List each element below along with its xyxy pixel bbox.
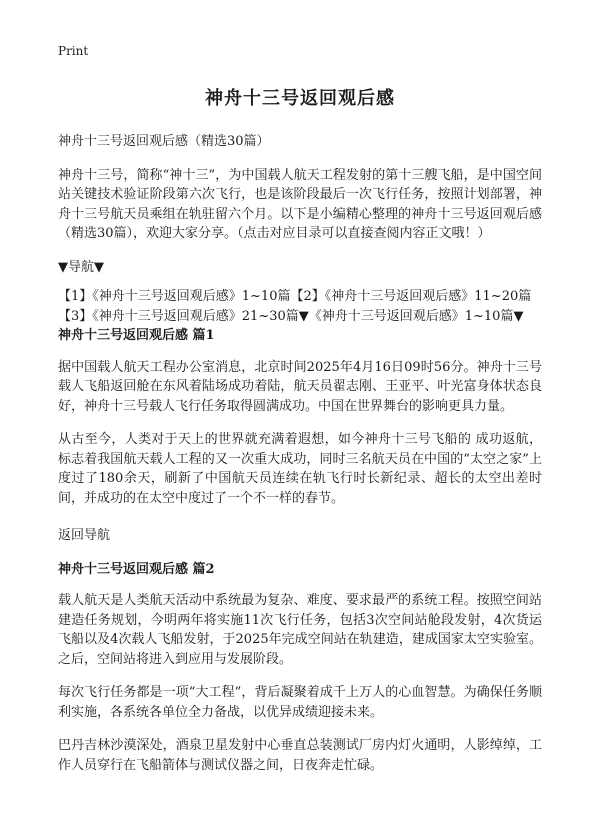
intro-paragraph: 神舟十三号，简称“神十三”，为中国载人航天工程发射的第十三艘飞船，是中国空间站关键技术验证阶段第六次飞行，也是该阶段最后一次飞行任务，按照计划部署，神舟十三号航天员乘组在轨驻留六个月。以下是小编精心整理的神舟十三号返回观后感（精选30篇），欢迎大家分享。（点击对应目录可以直接查阅内容正文哦！） <box>58 167 542 241</box>
nav-link-2[interactable]: 【2】《神舟十三号返回观后感》11~20篇 <box>290 289 532 304</box>
section2-paragraph-3: 巴丹吉林沙漠深处，酒泉卫星发射中心垂直总装测试厂房内灯火通明，人影绰绰，工作人员穿行在飞船箭体与测试仪器之间，日夜奔走忙碌。 <box>58 738 542 773</box>
print-label[interactable]: Print <box>58 44 89 58</box>
page-title: 神舟十三号返回观后感 <box>205 88 395 109</box>
nav-link-1[interactable]: 【1】《神舟十三号返回观后感》1~10篇 <box>58 289 291 304</box>
section1-heading: 神舟十三号返回观后感 篇1 <box>58 328 215 343</box>
subtitle: 神舟十三号返回观后感（精选30篇） <box>58 134 270 149</box>
section1-paragraph-1: 据中国载人航天工程办公室消息，北京时间2025年4月16日09时56分。神舟十三号载人飞船返回舱在东风着陆场成功着陆，航天员翟志刚、王亚平、叶光富身体状态良好，神舟十三号载人飞行任务取得圆满成功。中国在世界舞台的影响更具力量。 <box>58 359 542 414</box>
section2-paragraph-1: 载人航天是人类航天活动中系统最为复杂、难度、要求最严的系统工程。按照空间站建造任务规划，今明两年将实施11次飞行任务，包括3次空间站舱段发射，4次货运飞船以及4次载人飞船发射，于2025年完成空间站在轨建造，建成国家太空实验室。之后，空间站将进入到应用与发展阶段。 <box>58 593 542 667</box>
nav-link-4[interactable]: ▼《神舟十三号返回观后感》1~10篇▼ <box>298 308 524 324</box>
section1-paragraph-2: 从古至今，人类对于天上的世界就充满着遐想，如今神舟十三号飞船的 成功返航，标志着我国航天载人工程的又一次重大成功，同时三名航天员在中国的“太空之家”上度过了180余天，刷新了中国航天员连续在轨飞行时长新纪录、超长的太空出差时间，并成功的在太空中度过了一个不一样的春节。 <box>58 432 542 506</box>
nav-links <box>58 287 542 326</box>
section2-paragraph-2: 每次飞行任务都是一项“大工程”，背后凝聚着成千上万人的心血智慧。为确保任务顺利实施，各系统各单位全力备战，以优异成绩迎接未来。 <box>58 685 542 720</box>
section2-heading: 神舟十三号返回观后感 篇2 <box>58 561 215 577</box>
nav-link-3[interactable]: 【3】《神舟十三号返回观后感》21~30篇 <box>58 308 299 324</box>
nav-title: ▼导航▼ <box>58 259 104 275</box>
back-to-nav-link[interactable]: 返回导航 <box>58 528 111 543</box>
